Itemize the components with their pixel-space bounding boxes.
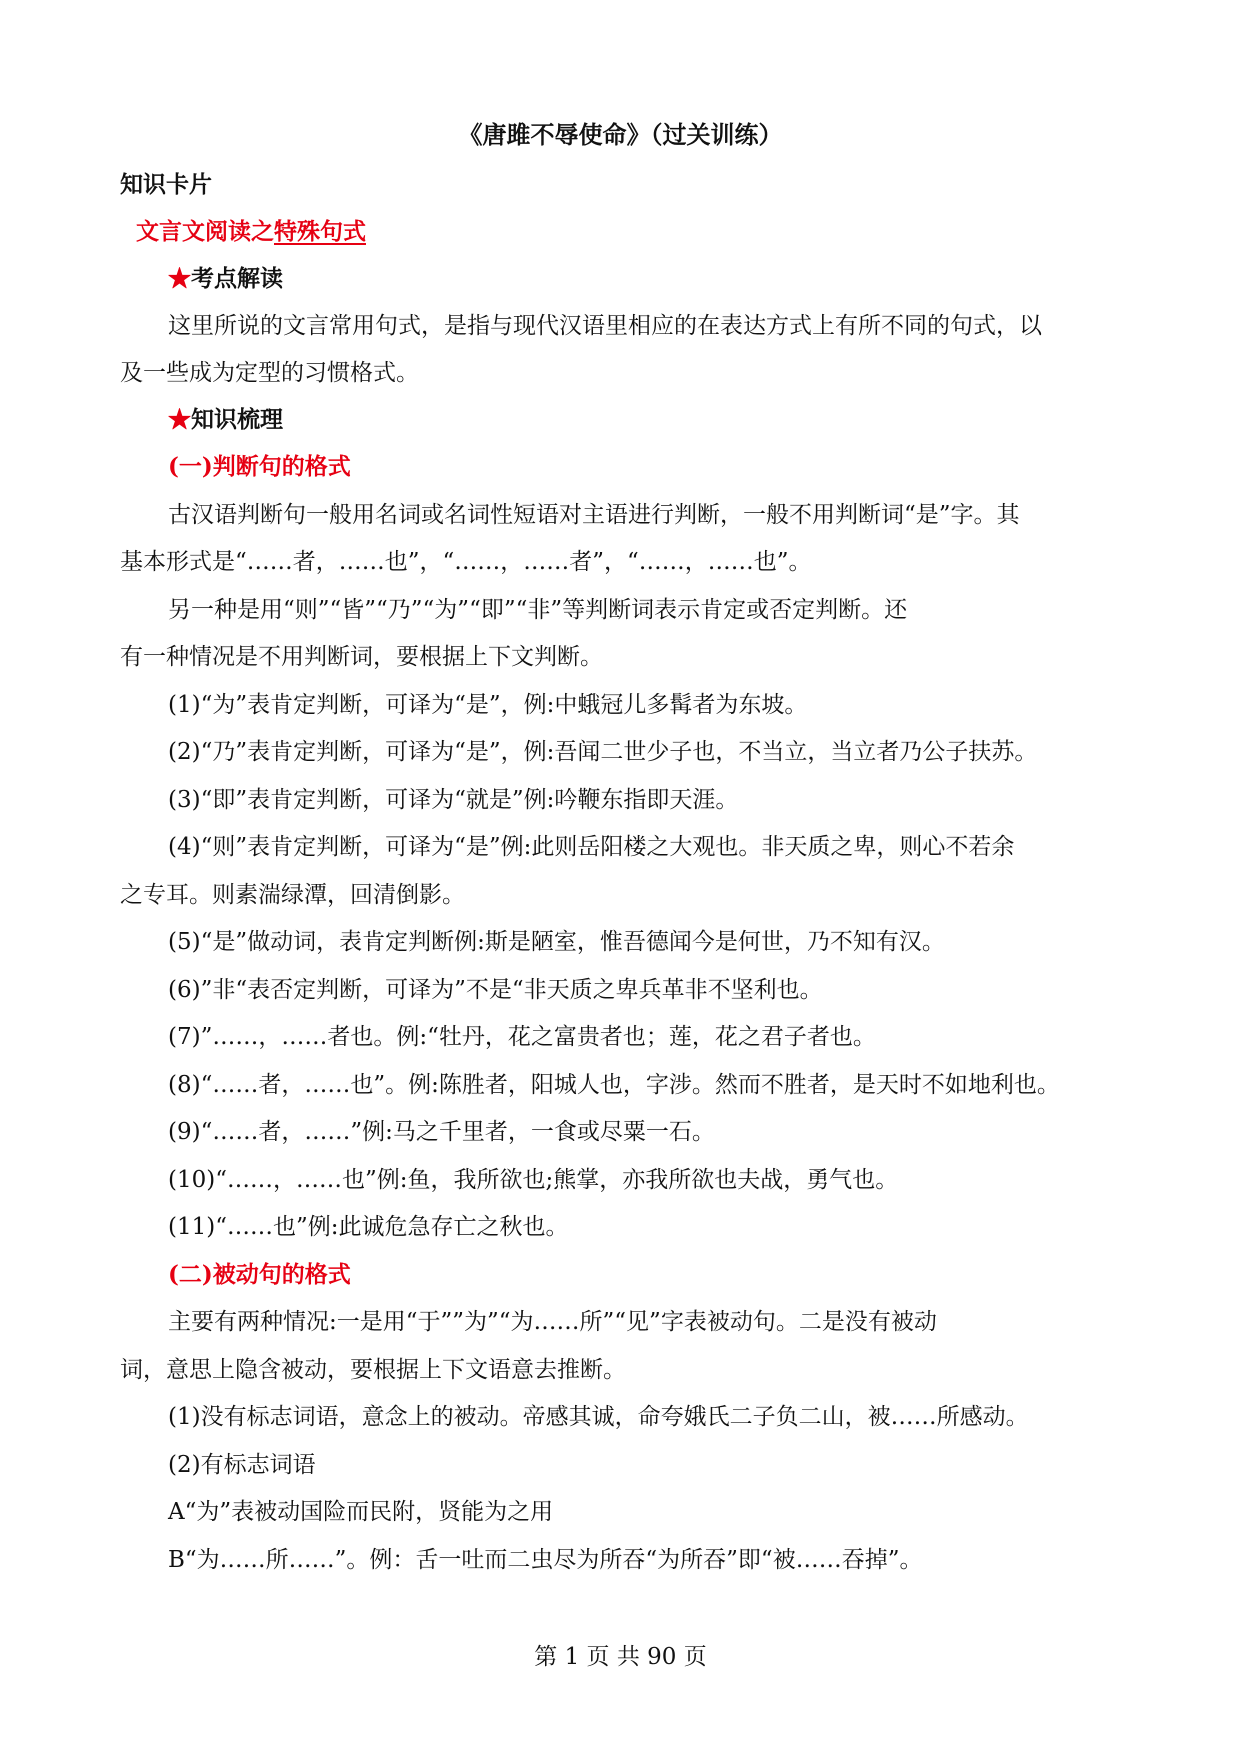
- s1-item-1: (1)“为”表肯定判断，可译为“是”，例:中蛾冠儿多髯者为东坡。: [168, 692, 808, 718]
- s1-item-11: (11)“……也”例:此诚危急存亡之秋也。: [168, 1214, 569, 1240]
- star-icon: ★: [168, 265, 191, 292]
- s1-item-6: (6)”非“表否定判断，可译为”不是“非天质之卑兵革非不坚利也。: [168, 977, 823, 1003]
- s1-item-10: (10)“……，……也”例:鱼，我所欲也;熊掌，亦我所欲也夫战，勇气也。: [168, 1167, 899, 1193]
- page-title: 《唐雎不辱使命》（过关训练）: [458, 120, 783, 149]
- s2-item-b: B“为……所……”。例：舌一吐而二虫尽为所吞“为所吞”即“被……吞掉”。: [168, 1547, 923, 1573]
- s1-item-8: (8)“……者，……也”。例:陈胜者，阳城人也，字涉。然而不胜者，是天时不如地利也。: [168, 1072, 1060, 1098]
- s2-item-a: A“为”表被动国险而民附，贤能为之用: [168, 1499, 554, 1525]
- s1-item-5: (5)“是”做动词，表肯定判断例:斯是陋室，惟吾德闻今是何世，乃不知有汉。: [168, 929, 945, 955]
- star-icon: ★: [168, 406, 191, 433]
- page-footer: 第 1 页 共 90 页: [534, 1644, 707, 1670]
- knowledge-heading-text: 知识梳理: [191, 406, 283, 433]
- s1-item-3: (3)“即”表肯定判断，可译为“就是”例:吟鞭东指即天涯。: [168, 787, 739, 813]
- s1-paragraph2-line1: 另一种是用“则”“皆”“乃”“为”“即”“非”等判断词表示肯定或否定判断。还: [168, 597, 908, 623]
- topic-emphasis: 特殊句式: [274, 218, 366, 245]
- point-heading: [168, 262, 1130, 296]
- s1-item-4-line2: 之专耳。则素湍绿潭，回清倒影。: [120, 882, 465, 908]
- knowledge-heading: [168, 403, 1130, 437]
- s2-paragraph1-line1: 主要有两种情况:一是用“于””为”“为……所”“见”字表被动句。二是没有被动: [168, 1309, 937, 1335]
- point-heading-text: 考点解读: [191, 265, 283, 292]
- s1-paragraph1-line1: 古汉语判断句一般用名词或名词性短语对主语进行判断，一般不用判断词“是”字。其: [168, 502, 1020, 528]
- s1-item-2: (2)“乃”表肯定判断，可译为“是”，例:吾闻二世少子也，不当立，当立者乃公子扶苏。: [168, 739, 1038, 765]
- s2-item-1: (1)没有标志词语，意念上的被动。帝感其诚，命夸娥氏二子负二山，被……所感动。: [168, 1404, 1029, 1430]
- s1-item-9: (9)“……者，……”例:马之千里者，一食或尽粟一石。: [168, 1119, 715, 1145]
- s1-paragraph1-line2: 基本形式是“……者，……也”，“……，……者”，“……，……也”。: [120, 549, 812, 575]
- point-text-line-2: 及一些成为定型的习惯格式。: [120, 360, 419, 386]
- s1-paragraph2-line2: 有一种情况是不用判断词，要根据上下文判断。: [120, 644, 603, 670]
- section1-heading: (一)判断句的格式: [168, 453, 351, 480]
- s1-item-7: (7)”……，……者也。例:“牡丹，花之富贵者也；莲，花之君子者也。: [168, 1024, 876, 1050]
- topic-heading: [136, 215, 1146, 249]
- topic-prefix: 文言文阅读之: [136, 218, 274, 245]
- card-label: 知识卡片: [120, 171, 212, 198]
- point-text-line-1: 这里所说的文言常用句式，是指与现代汉语里相应的在表达方式上有所不同的句式，以: [168, 313, 1042, 339]
- s1-item-4-line1: (4)“则”表肯定判断，可译为“是”例:此则岳阳楼之大观也。非天质之卑，则心不若余: [168, 834, 1015, 860]
- s2-item-2: (2)有标志词语: [168, 1452, 316, 1478]
- section2-heading: (二)被动句的格式: [168, 1261, 351, 1288]
- s2-paragraph1-line2: 词，意思上隐含被动，要根据上下文语意去推断。: [120, 1357, 626, 1383]
